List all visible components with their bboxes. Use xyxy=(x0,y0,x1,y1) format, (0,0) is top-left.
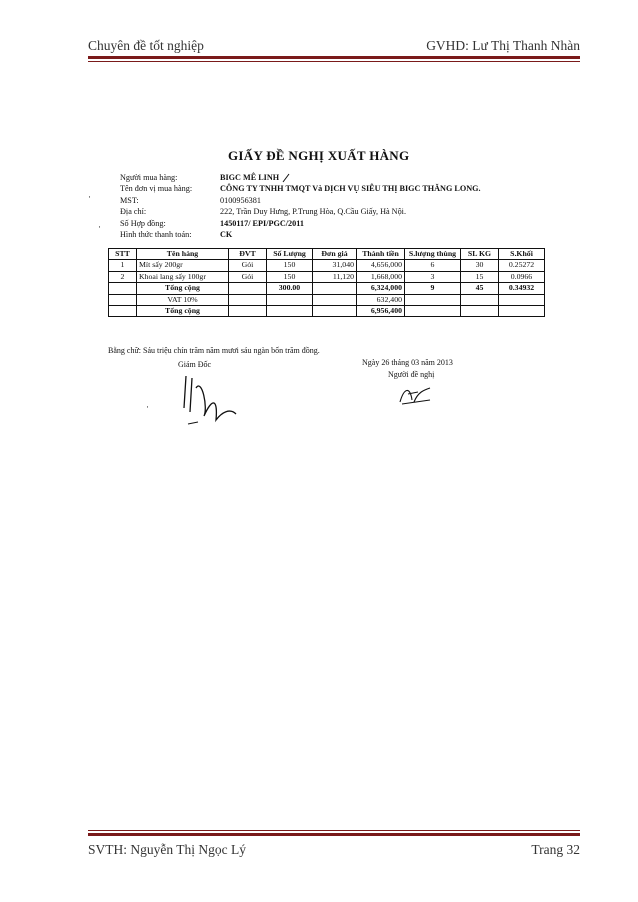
document-title: GIẤY ĐỀ NGHỊ XUẤT HÀNG xyxy=(228,148,410,163)
total-kg: 45 xyxy=(461,283,499,294)
table-row xyxy=(109,260,545,271)
cell-empty xyxy=(229,305,267,316)
page-number: Trang 32 xyxy=(531,842,580,857)
cell-empty xyxy=(109,305,137,316)
scan-speck: · xyxy=(98,222,101,232)
cell-empty xyxy=(229,283,267,294)
cell-empty xyxy=(461,305,499,316)
cell-empty xyxy=(499,294,545,305)
total-quantity: 300.00 xyxy=(267,283,313,294)
info-value: 0100956381 xyxy=(220,195,261,205)
cell-empty xyxy=(499,305,545,316)
grand-total-amount: 6,956,400 xyxy=(357,305,405,316)
cell-empty xyxy=(313,305,357,316)
scan-speck: · xyxy=(146,402,149,412)
director-label: Giám Đốc xyxy=(178,360,212,369)
info-value: CK xyxy=(220,229,233,239)
cell-quantity: 150 xyxy=(267,271,313,282)
info-value: CÔNG TY TNHH TMQT Và DỊCH VỤ SIÊU THỊ BIGC THĂNG LONG. xyxy=(220,184,481,194)
info-value: 1450117/ EPI/PGC/2011 xyxy=(220,218,304,228)
cell-kg: 15 xyxy=(461,271,499,282)
amount-in-words: Bằng chữ: Sáu triệu chín trăm năm mươi sáu ngàn bốn trăm đồng. xyxy=(108,346,320,355)
goods-table xyxy=(108,248,545,317)
cell-empty xyxy=(313,294,357,305)
total-boxes: 9 xyxy=(405,283,461,294)
table-row xyxy=(109,271,545,282)
column-header: STT xyxy=(109,249,137,260)
total-amount: 6,324,000 xyxy=(357,283,405,294)
date-line: Ngày 26 tháng 03 năm 2013 xyxy=(362,358,453,367)
page-footer xyxy=(88,838,580,860)
footer-rule-thick xyxy=(88,833,580,836)
cell-amount: 4,656,000 xyxy=(357,260,405,271)
cell-boxes: 6 xyxy=(405,260,461,271)
cell-volume: 0.0966 xyxy=(499,271,545,282)
header-right-text: GVHD: Lư Thị Thanh Nhàn xyxy=(426,38,580,53)
director-signature-icon xyxy=(178,368,248,428)
cell-stt: 1 xyxy=(109,260,137,271)
cell-empty xyxy=(109,283,137,294)
cell-unit: Gói xyxy=(229,260,267,271)
cell-unit: Gói xyxy=(229,271,267,282)
header-rule-thin xyxy=(88,61,580,62)
total-volume: 0.34932 xyxy=(499,283,545,294)
cell-empty xyxy=(405,305,461,316)
table-header-row xyxy=(109,249,545,260)
cell-kg: 30 xyxy=(461,260,499,271)
table-total-row xyxy=(109,283,545,294)
column-header: Đơn giá xyxy=(313,249,357,260)
cell-amount: 1,668,000 xyxy=(357,271,405,282)
page-header xyxy=(88,34,580,56)
table-vat-row xyxy=(109,294,545,305)
cell-unit-price: 11,120 xyxy=(313,271,357,282)
info-label: Hình thức thanh toán: xyxy=(120,229,192,239)
cell-volume: 0.25272 xyxy=(499,260,545,271)
cell-stt: 2 xyxy=(109,271,137,282)
info-value: BIGC MÊ LINH xyxy=(220,173,280,182)
cell-empty xyxy=(267,305,313,316)
proposer-label: Người đề nghị xyxy=(388,370,435,379)
cell-empty xyxy=(405,294,461,305)
cell-empty xyxy=(109,294,137,305)
info-label: MST: xyxy=(120,195,139,205)
vat-amount: 632,400 xyxy=(357,294,405,305)
column-header: S.lượng thùng xyxy=(405,249,461,260)
column-header: S.Khối xyxy=(499,249,545,260)
cell-empty xyxy=(313,283,357,294)
cell-item-name: Khoai lang sấy 100gr xyxy=(137,271,229,282)
cell-boxes: 3 xyxy=(405,271,461,282)
info-label: Địa chỉ: xyxy=(120,207,147,217)
cell-empty xyxy=(229,294,267,305)
header-left-text: Chuyên đề tốt nghiệp xyxy=(88,38,204,53)
header-rule-thick xyxy=(88,56,580,59)
footer-rule-thin xyxy=(88,830,580,831)
cell-empty xyxy=(461,294,499,305)
footer-left-text: SVTH: Nguyễn Thị Ngọc Lý xyxy=(88,842,246,857)
scan-speck: · xyxy=(88,192,91,202)
total-label: Tổng cộng xyxy=(137,283,229,294)
table-grand-total-row xyxy=(109,305,545,316)
cell-empty xyxy=(267,294,313,305)
column-header: ĐVT xyxy=(229,249,267,260)
info-label: Tên đơn vị mua hàng: xyxy=(120,184,193,194)
scanned-document xyxy=(88,130,560,430)
column-header: Tên hàng xyxy=(137,249,229,260)
cell-item-name: Mít sấy 200gr xyxy=(137,260,229,271)
cell-unit-price: 31,040 xyxy=(313,260,357,271)
column-header: Thành tiền xyxy=(357,249,405,260)
info-label: Số Hợp đồng: xyxy=(120,218,166,228)
column-header: Số Lượng xyxy=(267,249,313,260)
info-value: 222, Trần Duy Hưng, P.Trung Hòa, Q.Cầu Giấy, Hà Nội. xyxy=(220,207,407,217)
grand-total-label: Tổng cộng xyxy=(137,305,229,316)
column-header: SL KG xyxy=(461,249,499,260)
pen-stroke xyxy=(282,173,290,183)
proposer-signature-icon xyxy=(396,382,436,408)
vat-label: VAT 10% xyxy=(137,294,229,305)
cell-quantity: 150 xyxy=(267,260,313,271)
info-label: Người mua hàng: xyxy=(120,173,178,182)
